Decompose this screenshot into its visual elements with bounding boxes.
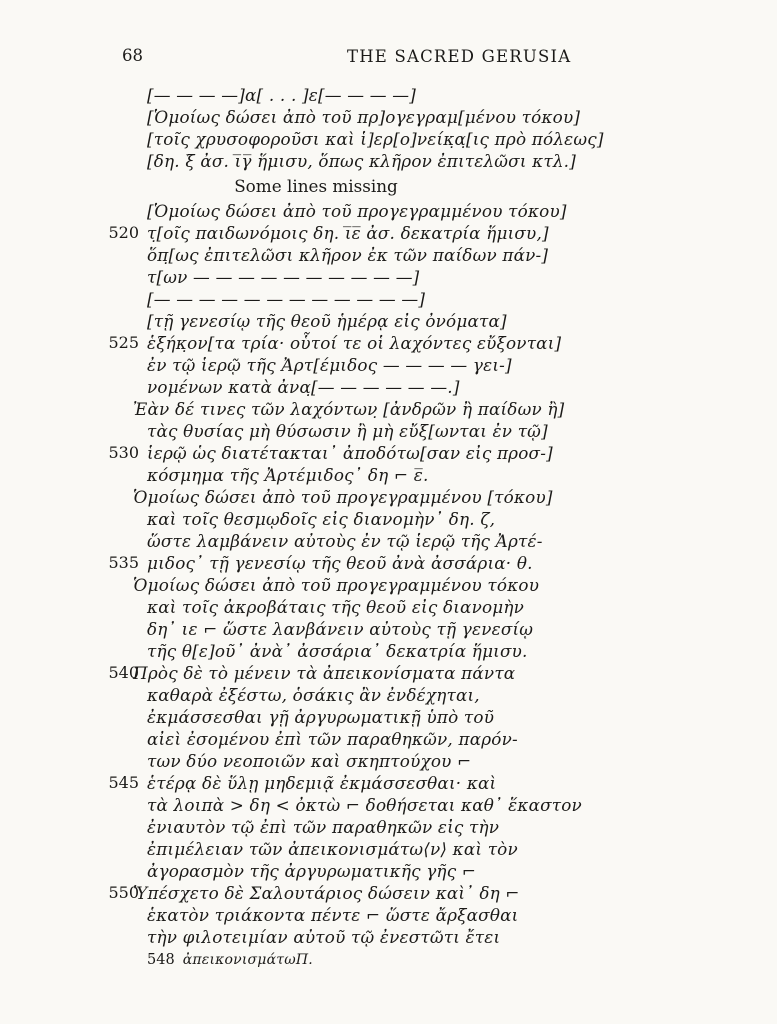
text-line	[0, 106, 777, 128]
line-number	[0, 618, 147, 640]
line-number	[0, 794, 147, 816]
line-number	[0, 816, 147, 838]
greek-line-text: ὥστε λαμβάνειν αὐτοὺς ἐν τῷ ἱερῷ τῆς Ἀρτέ-	[147, 531, 543, 551]
line-number	[0, 926, 147, 948]
greek-line-text: Ἐὰν δέ τινες τῶν λαχόντων̣ [ἀνδρῶν ἢ παίδων ἢ]	[133, 399, 565, 419]
text-line	[0, 376, 777, 398]
greek-line-text: τὰς θυσίας μὴ θύσωσιν ἢ μὴ εὔξ[ωνται ἐν τῷ]	[147, 421, 548, 441]
text-line	[0, 662, 777, 684]
text-line	[0, 486, 777, 508]
greek-line-text: [τοῖς χρυσοφοροῦσι καὶ ἱ]ερ[ο]νείκ̣α̣[ις πρὸ πόλεως]	[147, 129, 604, 149]
greek-line-text: των δύο νεοποιῶν καὶ σκηπτούχου ⌐	[147, 751, 472, 771]
line-number	[0, 728, 147, 750]
greek-line-text: ἑτέρᾳ δὲ ὕλῃ μηδεμιᾷ ἐκμάσσεσθαι· καὶ	[147, 773, 497, 793]
text-line	[0, 926, 777, 948]
greek-line-text: Πρὸς δὲ τὸ μένειν τὰ ἀπεικονίσματα πάντα	[133, 663, 516, 683]
text-line	[0, 222, 777, 244]
greek-line-text: [δη. ξ̅ ἀσ. ι̅γ̅ ἥμισυ, ὅπως κλῆρον ἐπιτελῶσι κτλ.]	[147, 151, 576, 171]
text-line	[0, 684, 777, 706]
line-number	[0, 574, 147, 596]
greek-line-text: [τῇ γενεσίῳ τῆς θεοῦ ἡμέρᾳ εἰς ὀνόματα]	[147, 311, 507, 331]
text-line	[0, 882, 777, 904]
text-line	[0, 706, 777, 728]
greek-line-text: τὴν φιλοτειμίαν αὐτοῦ τῷ ἐνεστῶτι ἔτει	[147, 927, 501, 947]
greek-line-text: ἐπιμέλειαν τῶν ἀπεικονισμάτω⟨ν⟩ καὶ τὸν	[147, 839, 518, 859]
line-number: 535	[108, 553, 139, 572]
line-number	[0, 684, 147, 706]
greek-line-text: ἐν τῷ ἱερῷ τῆς Ἀρτ[έμιδος — — — — γει-]	[147, 355, 512, 375]
greek-text-block	[0, 84, 777, 948]
greek-line-text: [— — — —]α[ . . . ]ε[— — — —]	[147, 85, 417, 105]
line-number: 530	[108, 443, 139, 462]
text-line	[0, 398, 777, 420]
greek-line-text: τ̣[οῖς παιδωνόμοις δη. ι̅ε̅ ἀσ. δεκατρία ἥμισυ,]	[147, 223, 549, 243]
line-number	[0, 84, 147, 106]
line-number	[0, 244, 147, 266]
page-number: 68	[122, 46, 143, 65]
greek-line-text: καθαρὰ ἐξέστω, ὁσάκις ἂν ἐνδέχηται,	[147, 685, 480, 705]
text-line	[0, 816, 777, 838]
text-line	[0, 596, 777, 618]
text-line	[0, 904, 777, 926]
greek-line-text: [Ὁμοίως δώσει ἀπὸ τοῦ προγεγραμμένου τόκου]	[147, 201, 567, 221]
line-number	[0, 596, 147, 618]
greek-line-text: Ὑπέσχετο δὲ Σαλουτάριος δώσειν καὶ᾽ δη ⌐	[133, 883, 520, 903]
footnote-text: ἀπεικονισμάτωΠ.	[182, 952, 313, 968]
line-number	[0, 706, 147, 728]
line-number	[0, 150, 147, 172]
line-number	[0, 750, 147, 772]
text-line	[0, 244, 777, 266]
greek-line-text: μιδος᾽ τῇ γενεσίῳ τῆς θεοῦ ἀνὰ ἀσσάρια· θ.	[147, 553, 533, 573]
greek-line-text: νομένων κατὰ ἀνα̣[— — — — — —.]	[147, 377, 460, 397]
line-number	[0, 288, 147, 310]
line-number	[0, 376, 147, 398]
text-line	[0, 574, 777, 596]
text-line	[0, 464, 777, 486]
line-number: 525	[108, 333, 139, 352]
line-number	[0, 464, 147, 486]
greek-line-text: δη᾽ ιε ⌐ ὥστε λανβάνειν αὐτοὺς τῇ γενεσίῳ	[147, 619, 534, 639]
greek-line-text: ἱερῷ ὡς διατέτακται᾽ ἀποδότω[σαν εἰς προσ-]	[147, 443, 553, 463]
line-number	[0, 508, 147, 530]
text-line	[0, 354, 777, 376]
text-line	[0, 332, 777, 354]
line-number	[0, 106, 147, 128]
greek-line-text: [Ὁμοίως δώσει ἀπὸ τοῦ πρ]ογεγραμ[μένου τόκου]	[147, 107, 581, 127]
line-number	[0, 420, 147, 442]
greek-line-text: [— — — — — — — — — — — —]	[147, 289, 426, 309]
text-line	[0, 860, 777, 882]
line-number: 550	[108, 883, 139, 902]
greek-line-text: ἀγορασμὸν τῆς ἀργυρωματικῆς γῆς ⌐	[147, 861, 477, 881]
line-number	[0, 398, 147, 420]
text-line	[0, 794, 777, 816]
line-number	[0, 128, 147, 150]
text-line	[0, 640, 777, 662]
text-line	[0, 530, 777, 552]
greek-line-text: τῆς θ[ε]οῦ᾽ ἀνὰ᾽ ἀσσάρια᾽ δεκατρία ἥμισυ.	[147, 641, 528, 661]
greek-line-text: Ὁμοίως δώσει ἀπὸ τοῦ προγεγραμμένου τόκου	[133, 575, 540, 595]
page-header	[0, 46, 777, 70]
line-number: 545	[108, 773, 139, 792]
text-line	[0, 200, 777, 222]
missing-lines-note: Some lines missing	[234, 176, 398, 196]
line-number	[0, 904, 147, 926]
footnote-line-number: 548	[147, 952, 175, 968]
line-number	[0, 486, 147, 508]
greek-line-text: τ[ων — — — — — — — — — —]	[147, 267, 420, 287]
line-number	[0, 354, 147, 376]
text-line	[0, 442, 777, 464]
text-line	[0, 310, 777, 332]
text-line	[0, 508, 777, 530]
line-number	[0, 640, 147, 662]
greek-line-text: κόσμημα τῆς Ἀρτέμιδος᾽ δη ⌐ ε̅.	[147, 465, 429, 485]
text-line	[0, 266, 777, 288]
line-number	[0, 266, 147, 288]
line-number	[0, 860, 147, 882]
text-line	[0, 288, 777, 310]
text-line	[0, 128, 777, 150]
line-number	[0, 200, 147, 222]
line-number: 520	[108, 223, 139, 242]
text-line	[0, 838, 777, 860]
running-title: THE SACRED GERUSIA	[347, 47, 572, 66]
text-line	[0, 618, 777, 640]
greek-line-text: ἑξήκ̣ον[τα τρία· οὗτοί τε οἱ λαχόντες εὔξονται]	[147, 333, 562, 353]
greek-line-text: ὅπ̣[ως ἐπιτελῶσι κλῆρον ἐκ τῶν παίδων πάν-]	[147, 245, 549, 265]
apparatus-footnote	[147, 952, 313, 968]
text-line	[0, 552, 777, 574]
line-number	[0, 838, 147, 860]
greek-line-text: τὰ λοιπὰ > δη < ὀκτὼ ⌐ δοθήσεται καθ᾽ ἕκαστον	[147, 795, 582, 815]
text-line	[0, 728, 777, 750]
greek-line-text: καὶ τοῖς θεσμῳδοῖς εἰς διανομὴν᾽ δη. ζ,	[147, 509, 496, 529]
greek-line-text: καὶ τοῖς ἀκροβάταις τῆς θεοῦ εἰς διανομὴν	[147, 597, 525, 617]
text-line	[0, 772, 777, 794]
text-line	[0, 84, 777, 106]
greek-line-text: Ὁμοίως δώσει ἀπὸ τοῦ προγεγραμμένου [τόκου]	[133, 487, 553, 507]
greek-line-text: αἰεὶ ἐσομένου ἐπὶ τῶν παραθηκῶν, παρόν-	[147, 729, 518, 749]
line-number	[0, 310, 147, 332]
greek-line-text: ἐκμάσσεσθαι γῇ ἀργυρωματικῇ ὑπὸ τοῦ	[147, 707, 495, 727]
greek-line-text: ἑκατὸν τριάκοντα πέντε ⌐ ὥστε ἄρξασθαι	[147, 905, 519, 925]
text-line	[0, 750, 777, 772]
line-number	[0, 530, 147, 552]
text-line	[0, 150, 777, 172]
text-line	[0, 420, 777, 442]
greek-line-text: ἐνιαυτὸν τῷ ἐπὶ τῶν παραθηκῶν εἰς τὴν	[147, 817, 500, 837]
line-number: 540	[108, 663, 139, 682]
